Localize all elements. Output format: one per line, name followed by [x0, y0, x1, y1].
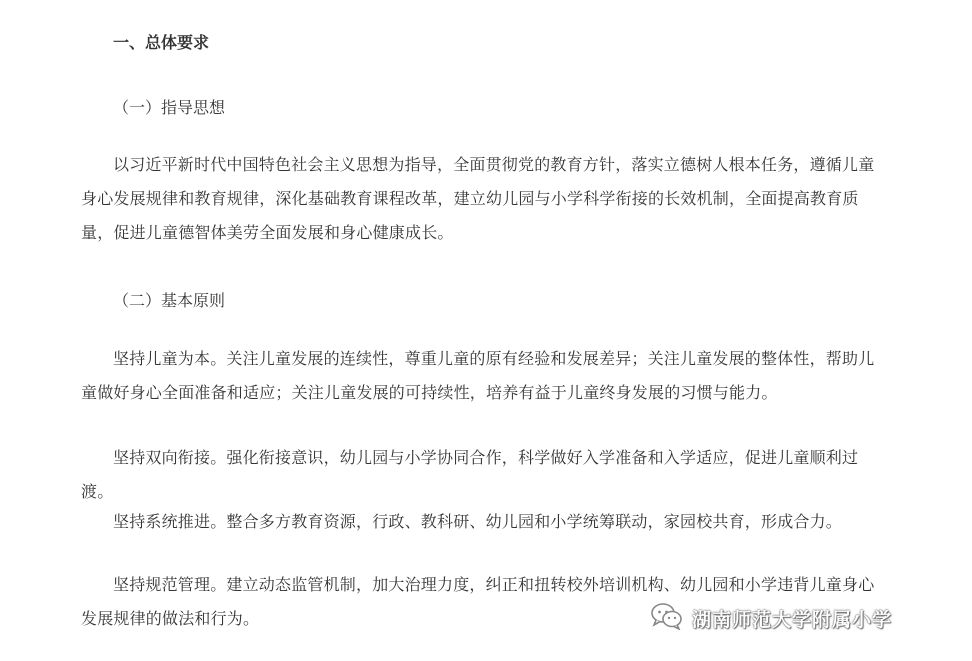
paragraph-standardized-management: 坚持规范管理。建立动态监管机制，加大治理力度，纠正和扭转校外培训机构、幼儿园和小学违背儿童身心发展规律的做法和行为。	[81, 575, 875, 628]
wechat-watermark	[650, 602, 892, 634]
paragraph-two-way-transition: 坚持双向衔接。强化衔接意识，幼儿园与小学协同合作，科学做好入学准备和入学适应，促进儿童顺利过渡。	[81, 448, 859, 501]
paragraph-child-centered: 坚持儿童为本。关注儿童发展的连续性，尊重儿童的原有经验和发展差异；关注儿童发展的整体性，帮助儿童做好身心全面准备和适应；关注儿童发展的可持续性，培养有益于儿童终身发展的习惯与能力。	[81, 349, 875, 402]
section-title: 一、总体要求	[113, 33, 210, 52]
wechat-icon	[650, 602, 684, 634]
subsection-title-guiding-ideology: （一）指导思想	[113, 98, 226, 117]
paragraph-guiding-ideology: 以习近平新时代中国特色社会主义思想为指导，全面贯彻党的教育方针，落实立德树人根本任务，遵循儿童身心发展规律和教育规律，深化基础教育课程改革，建立幼儿园与小学科学衔接的长效机制，全面提高教育质量，促进儿童德智体美劳全面发展和身心健康成长。	[81, 155, 875, 242]
paragraph-systematic-advancement: 坚持系统推进。整合多方教育资源，行政、教科研、幼儿园和小学统筹联动，家园校共育，形成合力。	[113, 512, 843, 531]
watermark-text: 湖南师范大学附属小学	[692, 608, 893, 631]
subsection-title-basic-principles: （二）基本原则	[113, 291, 226, 310]
